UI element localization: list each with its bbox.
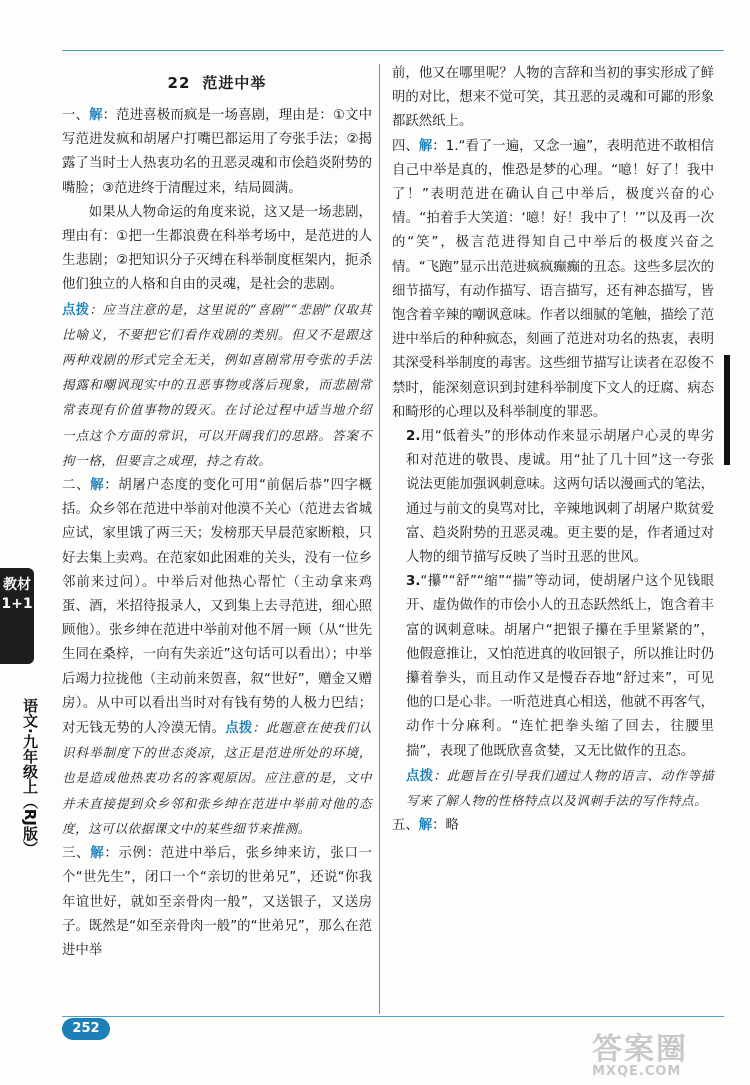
- watermark-url: MXQE.COM: [592, 1064, 682, 1079]
- subject-label: 语文·九年级上（RJ版）: [21, 698, 39, 856]
- answer-5-text: ：略: [432, 818, 459, 834]
- side-tab: [0, 568, 39, 988]
- footer-rule: [62, 1016, 724, 1017]
- answer-3-label: 三、: [62, 846, 91, 862]
- dianbo-label-3: 点拨: [406, 768, 434, 784]
- item-2-number: 2.: [406, 429, 421, 445]
- answer-4-item-1: ：1.“看了一遍，又念一遍”，表明范进不敢相信自己中举是真的，惟恐是梦的心理。“噫！好了！我中了！”表明范进在确认自己中举后，极度兴奋的心情。“拍着手大笑道：‘噫！好！我中了！’”以及再一次的“笑”，极言范进得知自己中举后的极度兴奋之情。“飞跑”显示出范进疯疯癫癫的丑态。这些多层次的细节描写，有动作描写、语言描写，还有神态描写，皆饱含着辛辣的嘲讽意味。作者以细腻的笔触，描绘了范进中举后的种种疯态，刻画了范进对功名的热衷，表明其深受科举制度的毒害。这些细节描写让读者在忍俊不禁时，能深刻意识到封建科举制度下文人的迂腐、病态和畸形的心理以及科举制度的罪恶。: [392, 138, 715, 420]
- left-column: [62, 62, 372, 963]
- answer-3: [62, 842, 372, 963]
- column-divider: [379, 64, 380, 1014]
- answer-1-jie: 解: [89, 108, 103, 123]
- item-3-text: “攥”“舒”“缩”“揣”等动词，使胡屠户这个见钱眼开、虚伪做作的市侩小人的丑态跃然纸上，饱含着丰富的讽刺意味。胡屠户“把银子攥在手里紧紧的”，他假意推让，又怕范进真的收回银子，所以推让时仍攥着拳头，而且动作又是慢吞吞地“舒过来”，可见他的口是心非。一听范进真心相送，他就不再客气，动作十分麻利。“连忙把拳头缩了回去，往腰里揣”，表现了他既欣喜贪婪，又无比做作的丑态。: [406, 574, 714, 759]
- answer-4-item-2: [392, 425, 714, 570]
- answer-4-item-3: [392, 570, 714, 764]
- series-label: 教材1+1: [0, 568, 34, 664]
- answer-4: [392, 135, 714, 425]
- lesson-title: [62, 62, 372, 104]
- answer-1-dianbo: [62, 298, 372, 474]
- watermark-logo: [592, 1024, 742, 1080]
- page-edge-marker: [724, 355, 730, 465]
- answer-2-text: ：胡屠户态度的变化可用“前倨后恭”四字概括。众乡邻在范进中举前对他漠不关心（范进去省城应试，家里饿了两三天；发榜那天早晨范家断粮，只好去集上卖鸡。在范家如此困难的关头，没有一位乡邻前来过问）。中举后对他热心帮忙（主动拿来鸡蛋、酒，米招待报录人，又到集上去寻范进，细心照顾他）。张乡绅在范进中举前对他不屑一顾（从“世先生同在桑梓，一向有失亲近”这句话可以看出）；中举后竭力拉拢他（主动前来贺喜，叙“世好”，赠金又赠房）。从中可以看出当时对有钱有势的人极力巴结；对无钱无势的人冷漠无情。: [62, 478, 373, 737]
- lesson-number: 22: [167, 74, 191, 92]
- answer-2: [62, 474, 372, 842]
- answer-1-para2: 如果从人物命运的角度来说，这又是一场悲剧，理由有：①把一生都浪费在科举考场中，是范进的人生悲剧；②把知识分子灭缚在科举制度框架内，扼杀他们独立的人格和自由的灵魂，是社会的悲剧。: [62, 204, 372, 293]
- answer-2-jie: 解: [90, 478, 105, 494]
- answer-1-label: 一、: [62, 108, 90, 123]
- right-column: [392, 62, 714, 839]
- header-rule: [62, 50, 724, 51]
- item-3-number: 3.: [406, 574, 421, 590]
- dianbo-note-2: ：此题意在使我们认识科举制度下的世态炎凉，这正是范进所处的环境，也是造成他热衷功名的客观原因。应注意的是，文中并未直接提到众乡邻和张乡绅在范进中举前对他的态度，这可以依据课文中的某些细节来推测。: [62, 720, 373, 836]
- answer-4-jie: 解: [418, 138, 433, 154]
- answer-4-label: 四、: [392, 138, 419, 154]
- answer-4-dianbo: [392, 764, 714, 814]
- answer-3-continued: 前，他又在哪里呢？人物的言辞和当初的事实形成了鲜明的对比，想来不觉可笑，其丑恶的灵魂和可鄙的形象都跃然纸上。: [392, 66, 714, 130]
- item-2-text: 用“低着头”的形体动作来显示胡屠户心灵的卑劣和对范进的敬畏、虔诚。用“扯了几十回”这一夸张说法更能加强讽刺意味。这两句话以漫画式的笔法，通过与前文的臭骂对比，辛辣地讽刺了胡屠户欺贫爱富、趋炎附势的丑恶灵魂。更主要的是，作者通过对人物的细节描写反映了当时丑恶的世风。: [406, 429, 714, 566]
- answer-2-label: 二、: [62, 478, 91, 494]
- dianbo-note-1: ：应当注意的是，这里说的“喜剧”“悲剧”仅取其比喻义，不要把它们看作戏剧的类别。但又不是跟这两种戏剧的形式完全无关，例如喜剧常用夸张的手法揭露和嘲讽现实中的丑恶事物或落后现象，而悲剧常常表现有价值事物的毁灭。在讨论过程中适当地介绍一点这个方面的常识，可以开阔我们的思路。答案不拘一格，但要言之成理，持之有故。: [62, 301, 373, 468]
- lesson-name: 范进中举: [202, 74, 267, 92]
- answer-5: [392, 814, 714, 838]
- watermark-main: 答案圈: [592, 1032, 688, 1067]
- page-number: 252: [62, 1018, 110, 1040]
- answer-3-text: ：示例：范进中举后，张乡绅来访，张口一个“世先生”，闭口一个“亲切的世弟兄”，还说“你我年谊世好，就如至亲骨肉一般”，又送银子，又送房子。既然是“如至亲骨肉一般”的“世弟兄”，那么在范进中举: [62, 846, 373, 958]
- answer-3-jie: 解: [90, 846, 105, 862]
- answer-1: [62, 104, 372, 201]
- dianbo-label-2: 点拨: [225, 721, 253, 737]
- dianbo-label-1: 点拨: [62, 302, 90, 318]
- answer-1-text: ：范进喜极而疯是一场喜剧，理由是：①文中写范进发疯和胡屠户打嘴巴都运用了夸张手法；②揭露了当时士人热衷功名的丑恶灵魂和市侩趋炎附势的嘴脸；③范进终于清醒过来，结局圆满。: [62, 108, 372, 196]
- answer-5-label: 五、: [392, 818, 419, 834]
- answer-5-jie: 解: [418, 818, 433, 834]
- dianbo-note-3: ：此题旨在引导我们通过人物的语言、动作等描写来了解人物的性格特点以及讽刺手法的写作特点。: [406, 767, 715, 809]
